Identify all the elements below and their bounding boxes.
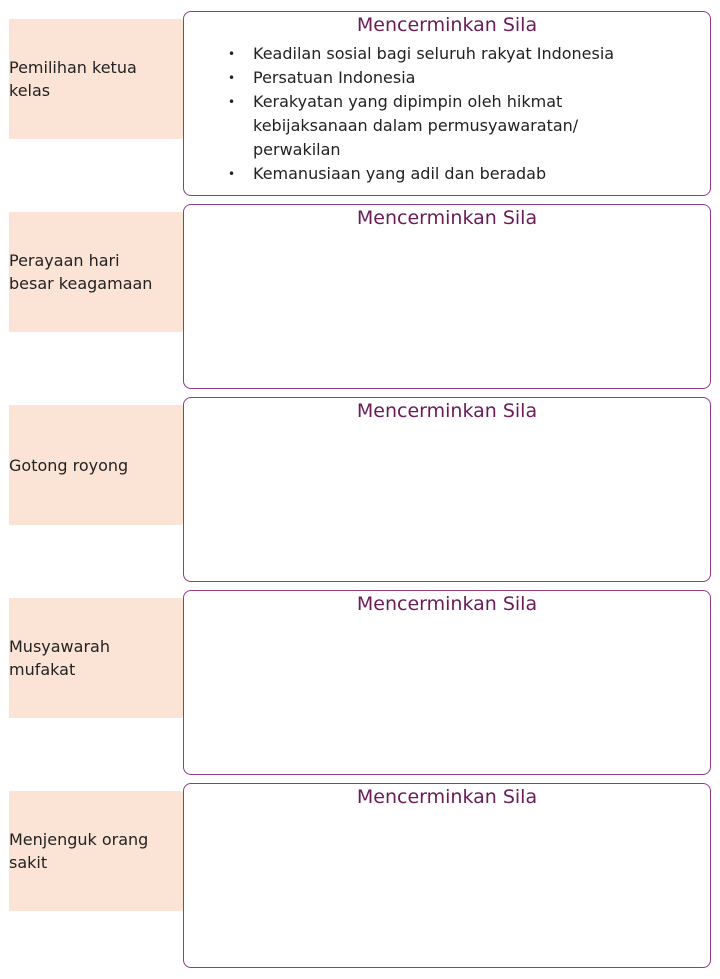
activity-label: Menjenguk orang sakit <box>9 830 149 872</box>
box-title: Mencerminkan Sila <box>356 400 538 422</box>
row-pemilihan-ketua-kelas <box>0 11 720 199</box>
activity-label: Musyawarah mufakat <box>9 637 110 679</box>
sila-box <box>183 11 711 196</box>
activity-label: Gotong royong <box>9 455 129 475</box>
box-title: Mencerminkan Sila <box>356 786 538 808</box>
box-title: Mencerminkan Sila <box>356 14 538 36</box>
activity-label: Pemilihan ketua kelas <box>9 58 137 100</box>
sila-item: • Keadilan sosial bagi seluruh rakyat Indonesia <box>228 42 670 66</box>
sila-list <box>184 42 710 186</box>
row-menjenguk-orang-sakit <box>0 783 720 971</box>
sila-box <box>183 397 711 582</box>
sila-box <box>183 204 711 389</box>
activity-label: Perayaan hari besar keagamaan <box>9 251 153 293</box>
row-gotong-royong <box>0 397 720 585</box>
sila-item: • Persatuan Indonesia <box>228 66 670 90</box>
row-perayaan-hari-besar <box>0 204 720 392</box>
box-title: Mencerminkan Sila <box>356 593 538 615</box>
box-title: Mencerminkan Sila <box>356 207 538 229</box>
sila-box <box>183 590 711 775</box>
sila-box <box>183 783 711 968</box>
row-musyawarah-mufakat <box>0 590 720 778</box>
sila-item: • Kemanusiaan yang adil dan beradab <box>228 162 670 186</box>
sila-item: • Kerakyatan yang dipimpin oleh hikmat kebijaksanaan dalam permusyawaratan/ perwakilan <box>228 90 670 162</box>
